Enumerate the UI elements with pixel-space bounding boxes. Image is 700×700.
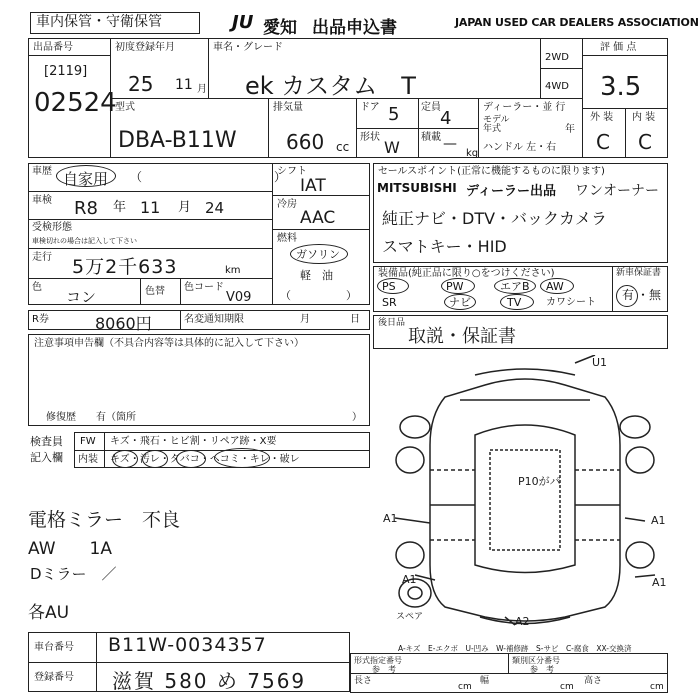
plate-value: 滋賀 580 め 7569 bbox=[112, 669, 307, 693]
shaken-day: 24 bbox=[205, 199, 225, 217]
ref-label-1: 参 考 bbox=[372, 665, 396, 674]
fw-label: FW bbox=[80, 436, 96, 447]
score-value: 3.5 bbox=[600, 72, 642, 102]
equip-ps: PS bbox=[382, 280, 396, 293]
equip-airbag-circle bbox=[494, 278, 536, 294]
diagram-note-3: A1 bbox=[651, 514, 666, 527]
note-line-2: AW 1A bbox=[28, 539, 112, 559]
equipment-label: 装備品(純正品に限り○をつけください) bbox=[378, 268, 555, 279]
color-code-label: 色コード bbox=[184, 282, 224, 293]
receive-note: 車検切れの場合は記入して下さい bbox=[32, 237, 137, 245]
dealer-parallel-label: ディーラー・並 行 bbox=[483, 102, 566, 113]
post-doc-label: 後日品 bbox=[378, 318, 406, 328]
height-unit: cm bbox=[650, 682, 664, 692]
history-label: 車歴 bbox=[32, 166, 52, 177]
warranty-yes: 有 bbox=[622, 288, 635, 302]
load-label: 積載 bbox=[421, 132, 441, 143]
equip-ps-circle bbox=[377, 278, 409, 294]
handle-label: ハンドル 左・右 bbox=[483, 142, 557, 153]
equip-pw-circle bbox=[441, 278, 475, 294]
name-change-month: 月 bbox=[300, 314, 310, 325]
color-swap-label: 色替 bbox=[145, 286, 165, 297]
exterior-label: 外 装 bbox=[590, 112, 614, 123]
dealer-car-text: ディーラー出品 bbox=[466, 184, 556, 199]
reg-year: 25 bbox=[128, 72, 154, 96]
repair-history-label: 修復歴 有（箇所 bbox=[46, 412, 136, 423]
diagram-note-2: A1 bbox=[383, 512, 398, 525]
exterior-value: C bbox=[596, 130, 610, 154]
ref-label-2: 参 考 bbox=[530, 665, 554, 674]
note-line-3: Dミラー ／ bbox=[30, 565, 117, 583]
shaken-month: 11 bbox=[140, 198, 161, 217]
equip-aw: AW bbox=[546, 280, 564, 293]
damage-legend: A-キズ E-エクボ U-凹み W-補修跡 S-サビ C-腐食 XX-交換済 bbox=[398, 644, 632, 653]
naiso-mark-3 bbox=[176, 450, 206, 468]
equip-tv-circle bbox=[500, 294, 534, 310]
diagram-note-1: U1 bbox=[592, 356, 608, 369]
receive-form-label: 受検形態 bbox=[32, 222, 72, 233]
color-value: コン bbox=[66, 288, 97, 306]
mileage-value: 5万2千633 bbox=[72, 256, 178, 278]
car-diagram bbox=[375, 355, 675, 635]
fuel-paren: （ ） bbox=[280, 289, 357, 302]
equip-leather-seat: カワシート bbox=[546, 297, 596, 308]
note-line-4: 各AU bbox=[28, 603, 70, 623]
repair-paren-close: ） bbox=[352, 412, 362, 423]
cooling-label: 冷房 bbox=[277, 199, 297, 210]
gasoline-label: ガソリン bbox=[296, 248, 340, 261]
sales-points-label: セールスポイント(正常に機能するものに限ります) bbox=[378, 166, 605, 177]
lot-bracket: [2119] bbox=[44, 64, 88, 79]
car-name-value: ek カスタム T bbox=[245, 72, 416, 100]
diagram-note-bottom: A2 bbox=[515, 615, 530, 628]
chassis-value: B11W-0034357 bbox=[108, 634, 267, 656]
gasoline-circle bbox=[290, 244, 348, 264]
naiso-mark-4 bbox=[214, 448, 270, 468]
displacement-value: 660 bbox=[286, 130, 325, 154]
form-title: 出品申込書 bbox=[312, 18, 397, 38]
recycle-label: R券 bbox=[32, 314, 49, 325]
history-circle bbox=[56, 165, 116, 187]
equip-navi: ナビ bbox=[449, 296, 471, 309]
shape-label: 形状 bbox=[360, 132, 380, 143]
shift-value: IAT bbox=[300, 176, 326, 196]
model-value: DBA-B11W bbox=[118, 128, 237, 153]
spare-label: スペア bbox=[396, 612, 424, 622]
shaken-year-unit: 年 bbox=[113, 200, 127, 215]
name-change-day: 日 bbox=[350, 314, 360, 325]
sales-point-2: 純正ナビ・DTV・バックカメラ bbox=[382, 209, 608, 228]
entry-col-label: 記入欄 bbox=[30, 451, 63, 464]
cooling-value: AAC bbox=[300, 208, 336, 228]
inspector-label: 検査員 bbox=[30, 435, 63, 448]
width-unit: cm bbox=[560, 682, 574, 692]
equip-aw-circle bbox=[540, 278, 574, 294]
year-unit: 年 bbox=[565, 124, 575, 135]
displacement-unit: cc bbox=[336, 140, 350, 154]
kg-label: kg bbox=[466, 148, 479, 159]
name-change-label: 名変通知期限 bbox=[184, 314, 244, 325]
length-unit: cm bbox=[458, 682, 472, 692]
lot-no-value: 02524 bbox=[34, 88, 117, 118]
capacity-label: 定員 bbox=[421, 102, 441, 113]
ju-logo-icon: JU bbox=[232, 12, 254, 33]
model-label: 型式 bbox=[115, 102, 135, 113]
naiso-mark-2 bbox=[142, 450, 168, 468]
logo-text: 愛知 bbox=[263, 18, 297, 38]
km-label: km bbox=[225, 265, 241, 276]
color-label: 色 bbox=[32, 282, 42, 293]
shape-value: W bbox=[384, 138, 400, 157]
reg-month-unit: 月 bbox=[197, 84, 207, 95]
equip-pw: PW bbox=[446, 280, 464, 293]
mileage-label: 走行 bbox=[32, 252, 52, 263]
equip-airbag: エアB bbox=[500, 280, 530, 293]
doors-label: ドア bbox=[360, 102, 380, 113]
diagram-note-5: A1 bbox=[652, 576, 667, 589]
association-name: JAPAN USED CAR DEALERS ASSOCIATION bbox=[455, 16, 699, 29]
two-wd-label: 2WD bbox=[545, 52, 569, 63]
diagram-note-6: P10がパ bbox=[518, 475, 561, 488]
storage-label: 車内保管・守衛保管 bbox=[36, 14, 162, 30]
naiso-label: 内装 bbox=[78, 454, 98, 465]
post-doc-value: 取説・保証書 bbox=[408, 326, 516, 347]
first-reg-label: 初度登録年月 bbox=[115, 42, 175, 53]
plate-label: 登録番号 bbox=[34, 672, 74, 683]
lot-no-label: 出品番号 bbox=[33, 42, 73, 53]
shaken-month-unit: 月 bbox=[178, 200, 192, 215]
doors-value: 5 bbox=[388, 104, 400, 125]
load-value: — bbox=[443, 136, 457, 152]
notes-title: 注意事項申告欄（不具合内容等は具体的に記入して下さい） bbox=[34, 338, 304, 349]
length-label: 長さ bbox=[354, 676, 373, 686]
equip-tv: TV bbox=[507, 296, 522, 309]
chassis-label: 車台番号 bbox=[34, 642, 74, 653]
new-warranty-label: 新車保証書 bbox=[616, 268, 662, 278]
equip-sr: SR bbox=[382, 296, 397, 309]
score-label: 評 価 点 bbox=[600, 42, 637, 53]
naiso-items: キズ・汚レ・タバコ・ヘコミ・キレ・破レ bbox=[110, 454, 300, 465]
model-year-label: モデル 年式 bbox=[483, 115, 510, 134]
four-wd-label: 4WD bbox=[545, 81, 569, 92]
fw-items: キズ・飛石・ヒビ割・リペア跡・X要 bbox=[110, 436, 277, 447]
recycle-value: 8060円 bbox=[95, 314, 152, 333]
sales-point-3: スマトキー・HID bbox=[382, 237, 507, 256]
fuel-label: 燃料 bbox=[277, 233, 297, 244]
capacity-value: 4 bbox=[440, 108, 452, 129]
shift-label: シフト bbox=[277, 166, 307, 177]
designated-type-label: 形式指定番号 bbox=[354, 656, 402, 665]
history-paren: （ ） bbox=[130, 170, 287, 184]
diagram-note-4: A1 bbox=[402, 573, 417, 586]
mitsubishi-text: MITSUBISHI bbox=[377, 181, 457, 195]
naiso-mark-1 bbox=[112, 450, 138, 468]
width-label: 幅 bbox=[480, 676, 490, 686]
shaken-label: 車検 bbox=[32, 195, 52, 206]
history-value: 自家用 bbox=[63, 170, 109, 188]
sales-point-1: ワンオーナー bbox=[575, 183, 659, 199]
warranty-no: ・無 bbox=[637, 288, 662, 302]
equip-navi-circle bbox=[444, 294, 476, 310]
interior-label: 内 装 bbox=[632, 112, 656, 123]
type-class-label: 類別区分番号 bbox=[512, 656, 560, 665]
interior-value: C bbox=[638, 130, 652, 154]
car-name-label: 車名・グレード bbox=[213, 42, 283, 53]
color-code-value: V09 bbox=[226, 290, 252, 305]
height-label: 高さ bbox=[584, 676, 603, 686]
reg-month: 11 bbox=[175, 77, 193, 93]
shaken-era: R8 bbox=[74, 198, 98, 219]
warranty-yes-circle bbox=[616, 285, 638, 307]
displacement-label: 排気量 bbox=[273, 102, 303, 113]
note-line-1: 電格ミラー 不良 bbox=[28, 509, 181, 531]
diesel-label: 軽 油 bbox=[300, 269, 333, 282]
